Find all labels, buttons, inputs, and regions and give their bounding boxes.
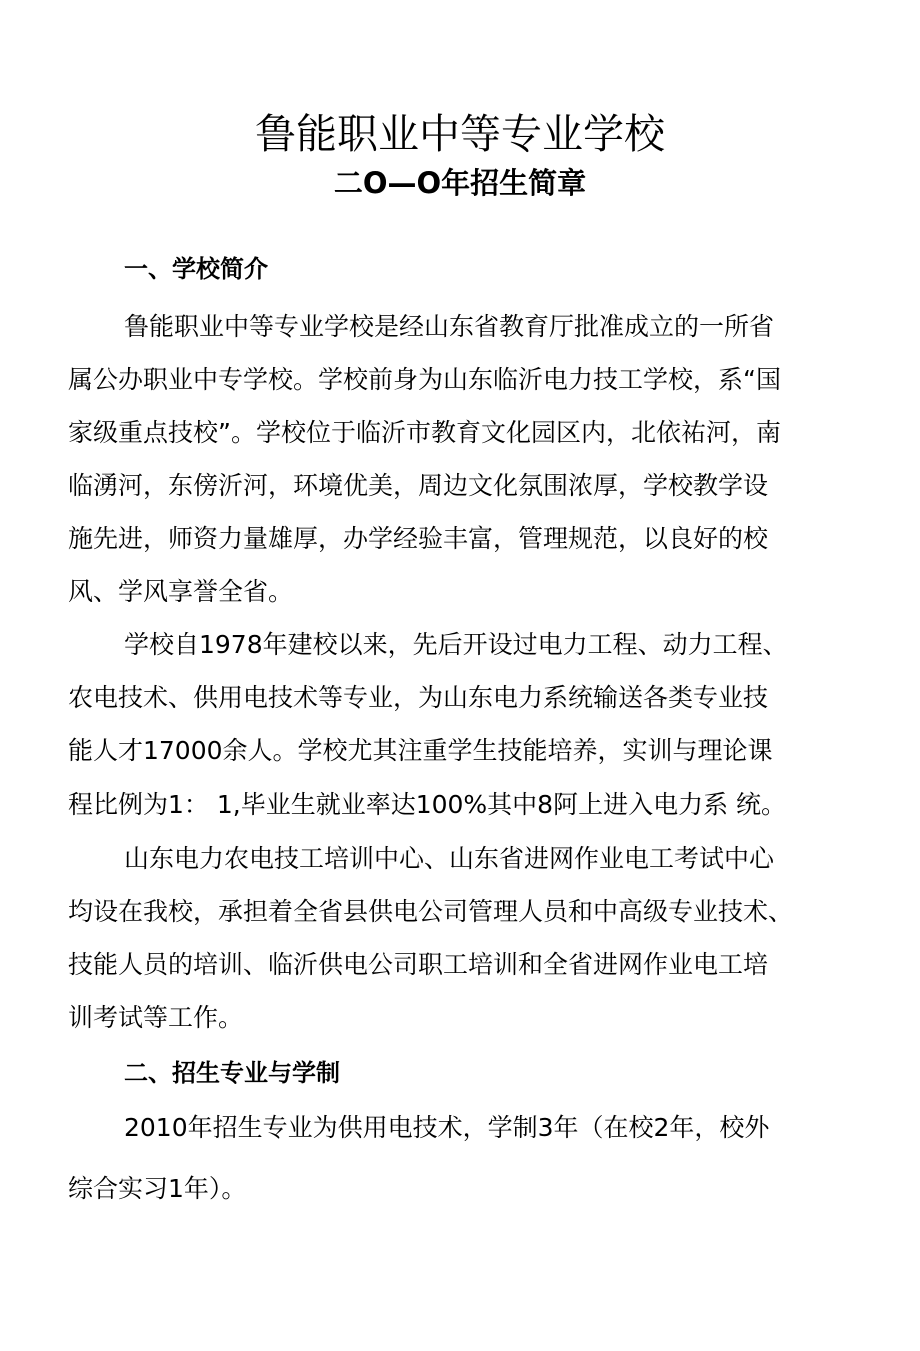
- text-line: 程比例为1： 1,毕业生就业率达100%其中8阿上进入电力系 统。: [68, 790, 787, 819]
- document-subtitle: 二O—O年招生简章: [333, 166, 587, 200]
- text-line: 学校自1978年建校以来，先后开设过电力工程、动力工程、: [124, 630, 788, 659]
- text-line: 家级重点技校”。学校位于临沂市教育文化园区内，北依祐河，南: [68, 418, 781, 447]
- document-title: 鲁能职业中等专业学校: [255, 110, 665, 158]
- text-line: 山东电力农电技工培训中心、山东省进网作业电工考试中心: [124, 844, 775, 873]
- section-heading-intro: 一、学校简介: [124, 255, 268, 283]
- text-line: 属公办职业中专学校。学校前身为山东临沂电力技工学校，系“国: [68, 365, 781, 394]
- text-line: 2010年招生专业为供用电技术，学制3年（在校2年，校外: [124, 1113, 770, 1142]
- section-heading-majors: 二、招生专业与学制: [124, 1059, 340, 1087]
- text-line: 临湧河，东傍沂河，环境优美，周边文化氛围浓厚，学校教学设: [68, 471, 769, 500]
- text-line: 农电技术、供用电技术等专业，为山东电力系统输送各类专业技: [68, 683, 769, 712]
- text-line: 综合实习1年）。: [68, 1174, 247, 1203]
- text-line: 风、学风享誉全省。: [68, 577, 294, 606]
- text-line: 鲁能职业中等专业学校是经山东省教育厅批准成立的一所省: [124, 312, 775, 341]
- text-line: 能人才17000余人。学校尤其注重学生技能培养，实训与理论课: [68, 736, 773, 765]
- text-line: 训考试等工作。: [68, 1003, 244, 1032]
- text-line: 均设在我校，承担着全省县供电公司管理人员和中高级专业技术、: [68, 897, 794, 926]
- text-line: 技能人员的培训、临沂供电公司职工培训和全省进网作业电工培: [68, 950, 769, 979]
- text-line: 施先进，师资力量雄厚，办学经验丰富，管理规范，以良好的校: [68, 524, 769, 553]
